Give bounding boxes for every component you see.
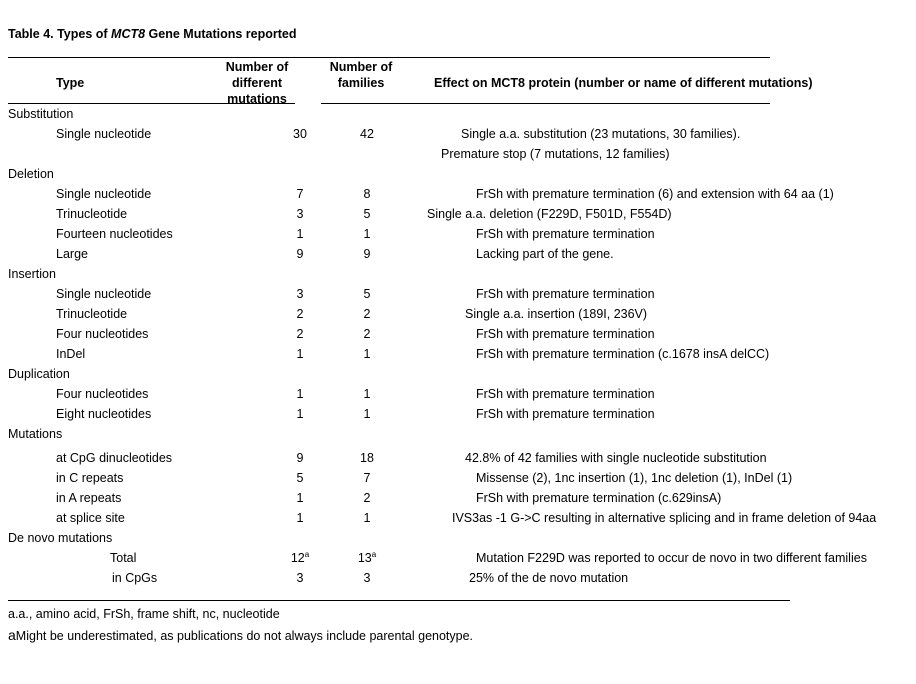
section-heading: De novo mutations	[8, 531, 113, 545]
num-mutations-cell: 3	[296, 571, 304, 585]
num-families-cell: 2	[363, 491, 371, 505]
row-type-label: in CpGs	[112, 571, 158, 585]
effect-cell: FrSh with premature termination	[476, 407, 655, 421]
num-mutations-cell: 9	[296, 451, 304, 465]
row-type-label: at CpG dinucleotides	[56, 451, 173, 465]
effect-cell: Lacking part of the gene.	[476, 247, 614, 261]
row-type-label: Single nucleotide	[56, 127, 152, 141]
num-mutations-cell: 9	[296, 247, 304, 261]
effect-cell: IVS3as -1 G->C resulting in alternative splicing and in frame deletion of 94aa	[452, 511, 877, 525]
header-rule-right	[321, 103, 770, 104]
header-effect: Effect on MCT8 protein (number or name of different mutations)	[434, 76, 813, 90]
num-mutations-cell: 3	[296, 287, 304, 301]
effect-cell: FrSh with premature termination	[476, 227, 655, 241]
footnote-a-marker: a	[8, 627, 16, 643]
num-mutations-cell: 5	[296, 471, 304, 485]
num-mutations-cell: 1	[296, 491, 304, 505]
num-families-cell: 1	[363, 387, 371, 401]
effect-cell: Single a.a. substitution (23 mutations, 30 families).	[461, 127, 741, 141]
num-mutations-cell: 1	[296, 387, 304, 401]
row-type-label: in C repeats	[56, 471, 124, 485]
section-heading: Substitution	[8, 107, 74, 121]
row-type-label: Trinucleotide	[56, 307, 128, 321]
effect-cell: Premature stop (7 mutations, 12 families)	[441, 147, 670, 161]
num-mutations-cell: 12$^a$	[290, 549, 310, 565]
num-families-cell: 1	[363, 511, 371, 525]
num-mutations-cell: 1	[296, 347, 304, 361]
num-families-cell: 9	[363, 247, 371, 261]
section-heading: Deletion	[8, 167, 54, 181]
effect-cell: FrSh with premature termination (c.1678 insA delCC)	[476, 347, 770, 361]
effect-cell: FrSh with premature termination	[476, 327, 655, 341]
num-families-cell: 1	[363, 227, 371, 241]
num-families-cell: 42	[360, 127, 374, 141]
row-type-label: in A repeats	[56, 491, 122, 505]
section-heading: Insertion	[8, 267, 56, 281]
effect-cell: FrSh with premature termination	[476, 387, 655, 401]
footnote-marker: a	[371, 549, 377, 559]
num-families-cell: 18	[360, 451, 374, 465]
row-type-label: Four nucleotides	[56, 387, 149, 401]
row-type-label: Eight nucleotides	[56, 407, 152, 421]
num-mutations-cell: 1	[296, 511, 304, 525]
row-type-label: Total	[110, 551, 137, 565]
effect-cell: FrSh with premature termination (6) and extension with 64 aa (1)	[476, 187, 834, 201]
effect-cell: FrSh with premature termination (c.629insA)	[476, 491, 722, 505]
num-mutations-cell: 2	[296, 327, 304, 341]
num-families-cell: 2	[363, 327, 371, 341]
bottom-rule	[8, 600, 790, 601]
section-heading: Duplication	[8, 367, 70, 381]
num-families-cell: 5	[363, 287, 371, 301]
effect-cell: Single a.a. deletion (F229D, F501D, F554D)	[427, 207, 672, 221]
num-mutations-cell: 30	[293, 127, 307, 141]
footnote-abbreviations: a.a., amino acid, FrSh, frame shift, nc, nucleotide	[8, 607, 280, 621]
footnote-a-text: Might be underestimated, as publications do not always include parental genotype.	[15, 629, 474, 643]
effect-cell: Single a.a. insertion (189I, 236V)	[465, 307, 648, 321]
num-families-cell: 5	[363, 207, 371, 221]
row-type-label: Trinucleotide	[56, 207, 128, 221]
header-num-families: Number of families	[329, 60, 393, 90]
num-families-cell: 13$^a$	[357, 549, 377, 565]
num-families-cell: 3	[363, 571, 371, 585]
effect-cell: Missense (2), 1nc insertion (1), 1nc deletion (1), InDel (1)	[476, 471, 793, 485]
row-type-label: Single nucleotide	[56, 287, 152, 301]
num-families-cell: 7	[363, 471, 371, 485]
top-rule	[8, 57, 770, 58]
num-mutations-cell: 7	[296, 187, 304, 201]
num-families-cell: 1	[363, 407, 371, 421]
effect-cell: FrSh with premature termination	[476, 287, 655, 301]
row-type-label: InDel	[56, 347, 86, 361]
effect-cell: 25% of the de novo mutation	[469, 571, 629, 585]
row-type-label: at splice site	[56, 511, 125, 525]
num-families-cell: 2	[363, 307, 371, 321]
section-heading: Mutations	[8, 427, 63, 441]
header-type: Type	[56, 76, 85, 90]
row-type-label: Fourteen nucleotides	[56, 227, 173, 241]
footnote-a	[8, 627, 473, 643]
effect-cell: 42.8% of 42 families with single nucleotide substitution	[465, 451, 767, 465]
num-mutations-cell: 3	[296, 207, 304, 221]
effect-cell: Mutation F229D was reported to occur de novo in two different families	[476, 551, 867, 565]
header-num-mutations: Number of different mutations	[225, 60, 289, 106]
footnote-marker: a	[304, 549, 310, 559]
row-type-label: Four nucleotides	[56, 327, 149, 341]
num-mutations-cell: 1	[296, 407, 304, 421]
table-title: Table 4. Types of MCT8 Gene Mutations reported	[8, 27, 297, 41]
row-type-label: Large	[56, 247, 88, 261]
num-families-cell: 8	[363, 187, 371, 201]
num-mutations-cell: 2	[296, 307, 304, 321]
row-type-label: Single nucleotide	[56, 187, 152, 201]
num-families-cell: 1	[363, 347, 371, 361]
num-mutations-cell: 1	[296, 227, 304, 241]
